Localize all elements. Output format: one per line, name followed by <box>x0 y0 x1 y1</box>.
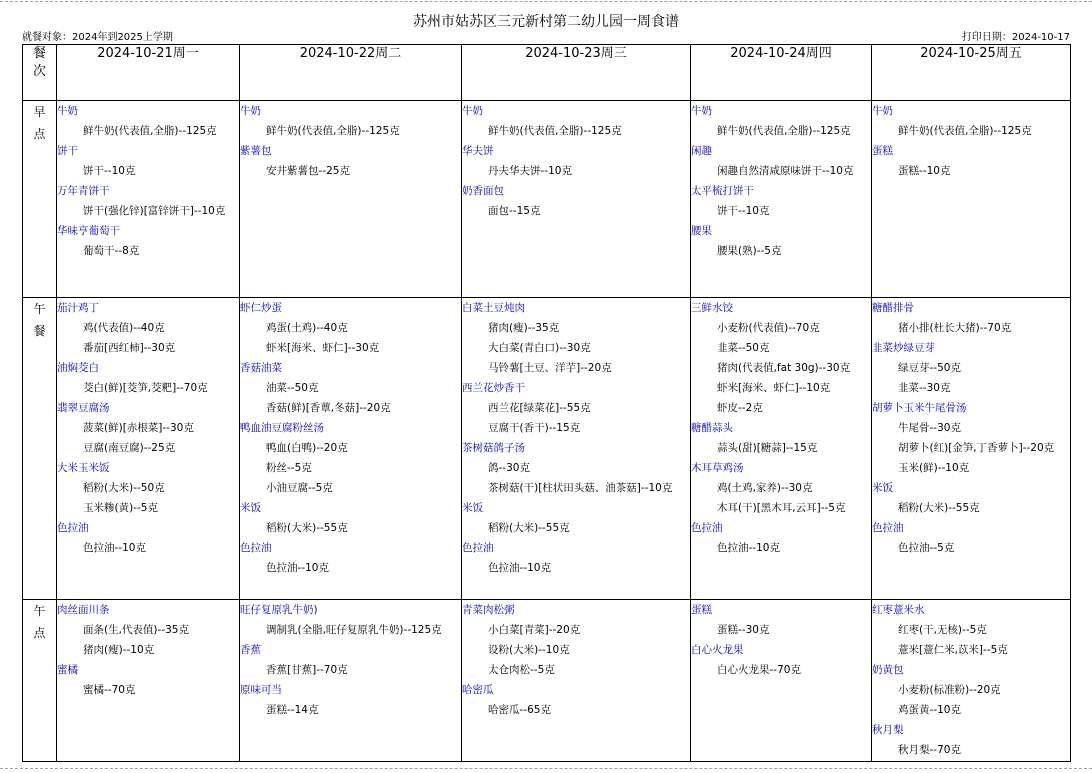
dish-name: 胡萝卜玉米牛尾骨汤 <box>872 402 967 414</box>
meal-row-afternoon-snack <box>23 600 1071 762</box>
dish-name: 油焖茭白 <box>57 362 99 374</box>
ingredient-line: 玉米糁(黄)--5克 <box>83 502 158 514</box>
ingredient-line: 哈密瓜--65克 <box>488 704 551 716</box>
ingredient-line: 虾皮--2克 <box>717 402 763 414</box>
day-header: 2024-10-23周三 <box>462 45 691 101</box>
ingredient-line: 稻粉(大米)--55克 <box>488 522 570 534</box>
ingredient-line: 粉丝--5克 <box>266 462 312 474</box>
dish-name: 白心火龙果 <box>691 644 744 656</box>
dish-name: 茶树菇鸽子汤 <box>462 442 525 454</box>
ingredient-line: 蛋糕--30克 <box>717 624 770 636</box>
dish-name: 牛奶 <box>691 105 712 117</box>
ingredient-line: 设粉(大米)--10克 <box>488 644 570 656</box>
ingredient-line: 马铃薯[土豆、洋芋]--20克 <box>488 362 612 374</box>
ingredient-line: 稻粉(大米)--55克 <box>898 502 980 514</box>
page-title: 苏州市姑苏区三元新村第二幼儿园一周食谱 <box>413 14 679 30</box>
ingredient-line: 鲜牛奶(代表值,全脂)--125克 <box>83 125 217 137</box>
ingredient-line: 鸡蛋黄--10克 <box>898 704 961 716</box>
dish-name: 翡翠豆腐汤 <box>57 402 110 414</box>
ingredient-line: 猪肉(瘦)--35克 <box>488 322 560 334</box>
ingredient-line: 闲趣自然清咸原味饼干--10克 <box>717 165 854 177</box>
ingredient-line: 稻粉(大米)--55克 <box>266 522 348 534</box>
menu-cell <box>872 101 1071 298</box>
ingredient-line: 太仓肉松--5克 <box>488 664 555 676</box>
ingredient-line: 薏米[薏仁米,苡米]--5克 <box>898 644 1008 656</box>
ingredient-line: 茶树菇(干)[柱状田头菇、油茶菇]--10克 <box>488 482 673 494</box>
dish-name: 奶黄包 <box>872 664 904 676</box>
ingredient-line: 鲜牛奶(代表值,全脂)--125克 <box>717 125 851 137</box>
dish-name: 米饭 <box>872 482 893 494</box>
menu-cell <box>57 600 240 762</box>
ingredient-line: 猪肉(瘦)--10克 <box>83 644 155 656</box>
menu-cell <box>691 101 872 298</box>
ingredient-line: 色拉油--10克 <box>717 542 780 554</box>
meal-char: 点 <box>33 127 46 141</box>
ingredient-line: 葡萄干--8克 <box>83 245 140 257</box>
dish-name: 紫薯包 <box>240 145 272 157</box>
dish-name: 鸭血油豆腐粉丝汤 <box>240 422 324 434</box>
dish-name: 韭菜炒绿豆芽 <box>872 342 935 354</box>
dish-name: 牛奶 <box>57 105 78 117</box>
ingredient-line: 腰果(熟)--5克 <box>717 245 782 257</box>
diner-target-label: 就餐对象： <box>22 32 72 43</box>
corner-char: 餐 <box>32 46 46 61</box>
menu-cell <box>462 600 691 762</box>
ingredient-line: 色拉油--10克 <box>83 542 146 554</box>
ingredient-line: 香蕉[甘蕉]--70克 <box>266 664 348 676</box>
meal-char: 早 <box>33 105 46 119</box>
ingredient-line: 小麦粉(代表值)--70克 <box>717 322 820 334</box>
ingredient-line: 小麦粉(标准粉)--20克 <box>898 684 1001 696</box>
ingredient-line: 小白菜[青菜]--20克 <box>488 624 581 636</box>
ingredient-line: 蛋糕--10克 <box>898 165 951 177</box>
ingredient-line: 韭菜--30克 <box>898 382 951 394</box>
ingredient-line: 色拉油--5克 <box>898 542 955 554</box>
dish-name: 糖醋蒜头 <box>691 422 733 434</box>
meal-char: 午 <box>33 604 46 618</box>
meal-row-breakfast <box>23 101 1071 298</box>
day-header: 2024-10-25周五 <box>872 45 1071 101</box>
menu-cell <box>872 600 1071 762</box>
dish-name: 米饭 <box>462 502 483 514</box>
ingredient-line: 安井紫薯包--25克 <box>266 165 350 177</box>
menu-cell <box>691 298 872 600</box>
diner-target <box>22 31 173 45</box>
ingredient-line: 豆腐干(香干)--15克 <box>488 422 581 434</box>
ingredient-line: 白心火龙果--70克 <box>717 664 801 676</box>
dish-name: 牛奶 <box>872 105 893 117</box>
menu-cell <box>240 298 462 600</box>
ingredient-line: 香菇(鲜)[香蕈,冬菇]--20克 <box>266 402 391 414</box>
dish-name: 青菜肉松粥 <box>462 604 515 616</box>
dish-name: 三鲜水饺 <box>691 302 733 314</box>
ingredient-line: 调制乳(全脂,旺仔复原乳牛奶)--125克 <box>266 624 442 636</box>
dish-name: 旺仔复原乳牛奶) <box>240 604 318 616</box>
dish-name: 木耳草鸡汤 <box>691 462 744 474</box>
ingredient-line: 色拉油--10克 <box>488 562 551 574</box>
dish-name: 白菜土豆炖肉 <box>462 302 525 314</box>
ingredient-line: 番茄[西红柿]--30克 <box>83 342 176 354</box>
ingredient-line: 红枣(干,无核)--5克 <box>898 624 987 636</box>
bottom-dashed-border <box>0 768 1092 769</box>
ingredient-line: 蒜头(甜)[糖蒜]--15克 <box>717 442 818 454</box>
dish-name: 色拉油 <box>240 542 272 554</box>
ingredient-line: 虾米[海米、虾仁]--10克 <box>717 382 831 394</box>
ingredient-line: 油菜--50克 <box>266 382 319 394</box>
dish-name: 原味可当 <box>240 684 282 696</box>
ingredient-line: 茭白(鲜)[茭笋,茭粑]--70克 <box>83 382 208 394</box>
diner-target-value: 2024年到2025上学期 <box>72 32 173 43</box>
dish-name: 肉丝面川条 <box>57 604 110 616</box>
ingredient-line: 蜜橘--70克 <box>83 684 136 696</box>
day-header: 2024-10-21周一 <box>57 45 240 101</box>
dish-name: 色拉油 <box>872 522 904 534</box>
print-date-label: 打印日期： <box>961 32 1012 43</box>
dish-name: 虾仁炒蛋 <box>240 302 282 314</box>
meal-char: 点 <box>33 626 46 640</box>
menu-cell <box>57 101 240 298</box>
ingredient-line: 鸡蛋(土鸡)--40克 <box>266 322 348 334</box>
menu-cell <box>462 298 691 600</box>
ingredient-line: 绿豆芽--50克 <box>898 362 961 374</box>
ingredient-line: 菠菜(鲜)[赤根菜]--30克 <box>83 422 194 434</box>
meal-label <box>23 101 57 298</box>
dish-name: 哈密瓜 <box>462 684 494 696</box>
menu-cell <box>57 298 240 600</box>
ingredient-line: 鲜牛奶(代表值,全脂)--125克 <box>266 125 400 137</box>
ingredient-line: 韭菜--50克 <box>717 342 770 354</box>
dish-name: 色拉油 <box>691 522 723 534</box>
dish-name: 秋月梨 <box>872 724 904 736</box>
dish-name: 香菇油菜 <box>240 362 282 374</box>
day-header: 2024-10-22周二 <box>240 45 462 101</box>
ingredient-line: 虾米[海米、虾仁]--30克 <box>266 342 380 354</box>
meal-row-lunch <box>23 298 1071 600</box>
ingredient-line: 丹夫华夫饼--10克 <box>488 165 572 177</box>
ingredient-line: 鲜牛奶(代表值,全脂)--125克 <box>898 125 1032 137</box>
header-row <box>23 45 1071 101</box>
corner-char: 次 <box>32 64 46 79</box>
meal-label <box>23 298 57 600</box>
meal-column-header <box>23 45 57 101</box>
print-date <box>962 31 1070 45</box>
ingredient-line: 木耳(干)[黑木耳,云耳]--5克 <box>717 502 846 514</box>
dish-name: 西兰花炒香干 <box>462 382 525 394</box>
menu-cell <box>691 600 872 762</box>
ingredient-line: 鸡(代表值)--40克 <box>83 322 165 334</box>
meal-char: 午 <box>33 302 46 316</box>
top-dashed-border <box>0 1 1092 2</box>
ingredient-line: 秋月梨--70克 <box>898 744 961 756</box>
dish-name: 闲趣 <box>691 145 712 157</box>
ingredient-line: 鸽--30克 <box>488 462 530 474</box>
dish-name: 色拉油 <box>57 522 89 534</box>
dish-name: 牛奶 <box>240 105 261 117</box>
print-date-value: 2024-10-17 <box>1011 32 1070 43</box>
ingredient-line: 鲜牛奶(代表值,全脂)--125克 <box>488 125 622 137</box>
dish-name: 牛奶 <box>462 105 483 117</box>
dish-name: 红枣薏米水 <box>872 604 925 616</box>
menu-cell <box>240 101 462 298</box>
ingredient-line: 面包--15克 <box>488 205 541 217</box>
ingredient-line: 饼干(强化锌)[富锌饼干]--10克 <box>83 205 226 217</box>
dish-name: 奶香面包 <box>462 185 504 197</box>
ingredient-line: 饼干--10克 <box>83 165 136 177</box>
dish-name: 蛋糕 <box>872 145 893 157</box>
dish-name: 大米玉米饭 <box>57 462 110 474</box>
ingredient-line: 猪小排(杜长大猪)--70克 <box>898 322 1012 334</box>
day-header: 2024-10-24周四 <box>691 45 872 101</box>
weekly-menu-table <box>22 44 1071 762</box>
ingredient-line: 鸭血(白鸭)--20克 <box>266 442 348 454</box>
ingredient-line: 蛋糕--14克 <box>266 704 319 716</box>
dish-name: 香蕉 <box>240 644 261 656</box>
ingredient-line: 鸡(土鸡,家养)--30克 <box>717 482 813 494</box>
ingredient-line: 大白菜(青白口)--30克 <box>488 342 591 354</box>
ingredient-line: 西兰花[绿菜花]--55克 <box>488 402 591 414</box>
dish-name: 糖醋排骨 <box>872 302 914 314</box>
ingredient-line: 豆腐(南豆腐)--25克 <box>83 442 176 454</box>
dish-name: 太平梳打饼干 <box>691 185 754 197</box>
ingredient-line: 色拉油--10克 <box>266 562 329 574</box>
dish-name: 腰果 <box>691 225 712 237</box>
menu-cell <box>240 600 462 762</box>
dish-name: 蛋糕 <box>691 604 712 616</box>
dish-name: 米饭 <box>240 502 261 514</box>
dish-name: 华夫饼 <box>462 145 494 157</box>
menu-cell <box>872 298 1071 600</box>
meal-char: 餐 <box>33 324 46 338</box>
ingredient-line: 玉米(鲜)--10克 <box>898 462 970 474</box>
meal-label <box>23 600 57 762</box>
ingredient-line: 胡萝卜(红)[金笋,丁香萝卜]--20克 <box>898 442 1055 454</box>
dish-name: 华味亨葡萄干 <box>57 225 120 237</box>
ingredient-line: 稻粉(大米)--50克 <box>83 482 165 494</box>
ingredient-line: 小油豆腐--5克 <box>266 482 333 494</box>
ingredient-line: 面条(生,代表值)--35克 <box>83 624 189 636</box>
ingredient-line: 牛尾骨--30克 <box>898 422 961 434</box>
dish-name: 茄汁鸡丁 <box>57 302 99 314</box>
dish-name: 蜜橘 <box>57 664 78 676</box>
dish-name: 万年青饼干 <box>57 185 110 197</box>
dish-name: 饼干 <box>57 145 78 157</box>
dish-name: 色拉油 <box>462 542 494 554</box>
menu-cell <box>462 101 691 298</box>
ingredient-line: 饼干--10克 <box>717 205 770 217</box>
ingredient-line: 猪肉(代表值,fat 30g)--30克 <box>717 362 851 374</box>
